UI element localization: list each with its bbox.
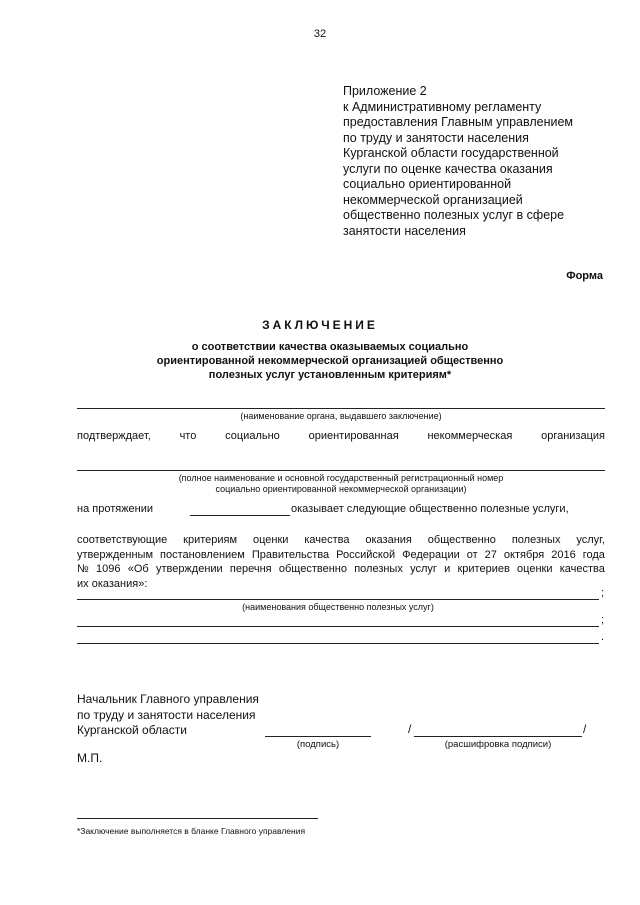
page-number: 32 bbox=[313, 28, 327, 40]
word: Российской bbox=[336, 548, 396, 561]
semicolon: ; bbox=[601, 614, 605, 626]
confirm-word: ориентированная bbox=[308, 430, 399, 442]
services-line-3[interactable] bbox=[77, 643, 599, 644]
word: услуг, bbox=[576, 534, 605, 546]
word: Федерации bbox=[402, 548, 460, 561]
word: услуг bbox=[410, 563, 437, 575]
annex-line: некоммерческой организацией bbox=[343, 192, 523, 207]
period-label: на протяжении bbox=[77, 503, 154, 515]
word: года bbox=[582, 548, 605, 561]
word: общественно bbox=[427, 534, 496, 546]
word: перечня bbox=[229, 563, 272, 575]
decoding-line[interactable] bbox=[414, 736, 582, 737]
subtitle-line: ориентированной некоммерческой организацией общественно bbox=[156, 355, 504, 367]
subtitle-line: о соответствии качества оказываемых социально bbox=[191, 341, 469, 353]
confirm-row bbox=[77, 430, 605, 442]
word: полезных bbox=[354, 563, 403, 575]
criteria-paragraph bbox=[77, 533, 605, 591]
word: соответствующие bbox=[77, 534, 168, 546]
stamp-place: М.П. bbox=[77, 751, 103, 765]
confirm-word: некоммерческая bbox=[427, 430, 513, 442]
period-mark: . bbox=[601, 631, 605, 643]
decoding-caption: (расшифровка подписи) bbox=[444, 739, 552, 750]
annex-line: общественно полезных услуг в сфере bbox=[343, 208, 565, 222]
subtitle-line: полезных услуг установленным критериям* bbox=[208, 369, 452, 381]
confirm-word: что bbox=[179, 430, 197, 442]
annex-line: Курганской области государственной bbox=[343, 146, 559, 160]
organ-caption: (наименование органа, выдавшего заключение) bbox=[240, 411, 442, 421]
word: 2016 bbox=[551, 548, 576, 561]
word: оказания bbox=[365, 534, 412, 546]
footnote: *Заключение выполняется в бланке Главного управления bbox=[77, 826, 306, 836]
confirm-word: социально bbox=[225, 430, 280, 442]
word: Правительства bbox=[251, 548, 330, 561]
para-line bbox=[77, 562, 605, 577]
word: постановлением bbox=[160, 548, 245, 561]
organization-caption bbox=[77, 473, 605, 495]
confirm-word: подтверждает, bbox=[77, 430, 151, 442]
word: критериям bbox=[183, 534, 238, 546]
word: октября bbox=[503, 548, 545, 561]
word: от bbox=[466, 548, 478, 561]
document-title: ЗАКЛЮЧЕНИЕ bbox=[262, 318, 378, 332]
word: оценки bbox=[252, 534, 289, 546]
signature-line[interactable] bbox=[265, 736, 371, 737]
word: их оказания»: bbox=[77, 577, 148, 590]
form-label: Форма bbox=[566, 270, 603, 282]
confirm-word: организация bbox=[541, 430, 605, 442]
services-caption: (наименования общественно полезных услуг) bbox=[242, 602, 434, 612]
signer-line: Начальник Главного управления bbox=[77, 692, 259, 706]
word: № bbox=[77, 563, 89, 575]
word: утвержденным bbox=[77, 548, 154, 561]
word: полезных bbox=[511, 534, 561, 546]
annex-line: занятости населения bbox=[343, 223, 466, 238]
annex-line: к Административному регламенту bbox=[343, 99, 542, 114]
period-tail: оказывает следующие общественно полезные услуги, bbox=[291, 503, 569, 515]
signer-line: по труду и занятости населения bbox=[77, 707, 256, 722]
document-subtitle bbox=[60, 340, 600, 382]
services-line-2[interactable] bbox=[77, 626, 599, 627]
slash-left: / bbox=[408, 722, 412, 736]
para-line bbox=[77, 577, 605, 592]
word: и bbox=[444, 563, 451, 575]
word: 1096 bbox=[96, 563, 121, 575]
caption-line: (полное наименование и основной государственный регистрационный номер bbox=[178, 473, 504, 483]
word: качества bbox=[559, 563, 605, 575]
word: критериев bbox=[457, 563, 510, 575]
word: оценки bbox=[517, 563, 553, 575]
annex-line: Приложение 2 bbox=[343, 84, 427, 98]
para-line bbox=[77, 533, 605, 548]
word: 27 bbox=[484, 548, 497, 561]
word: «Об bbox=[127, 563, 149, 575]
period-input-line[interactable] bbox=[190, 515, 290, 516]
annex-line: по труду и занятости населения bbox=[343, 130, 529, 145]
signature-caption: (подпись) bbox=[296, 739, 340, 750]
organization-name-line[interactable] bbox=[77, 470, 605, 471]
slash-right: / bbox=[583, 722, 587, 736]
word: утверждении bbox=[155, 563, 223, 575]
para-line bbox=[77, 548, 605, 563]
services-line-1[interactable] bbox=[77, 599, 599, 600]
semicolon: ; bbox=[601, 587, 605, 599]
signer-title bbox=[77, 692, 259, 739]
annex-line: предоставления Главным управлением bbox=[343, 115, 574, 129]
word: общественно bbox=[278, 563, 347, 575]
organ-name-line[interactable] bbox=[77, 408, 605, 409]
annex-header bbox=[343, 84, 603, 239]
footnote-separator bbox=[77, 818, 318, 819]
caption-line: социально ориентированной некоммерческой организации) bbox=[215, 484, 467, 494]
annex-line: услуги по оценке качества оказания bbox=[343, 161, 553, 176]
signer-line: Курганской области bbox=[77, 723, 187, 737]
annex-line: социально ориентированной bbox=[343, 177, 512, 191]
word: качества bbox=[304, 534, 350, 546]
